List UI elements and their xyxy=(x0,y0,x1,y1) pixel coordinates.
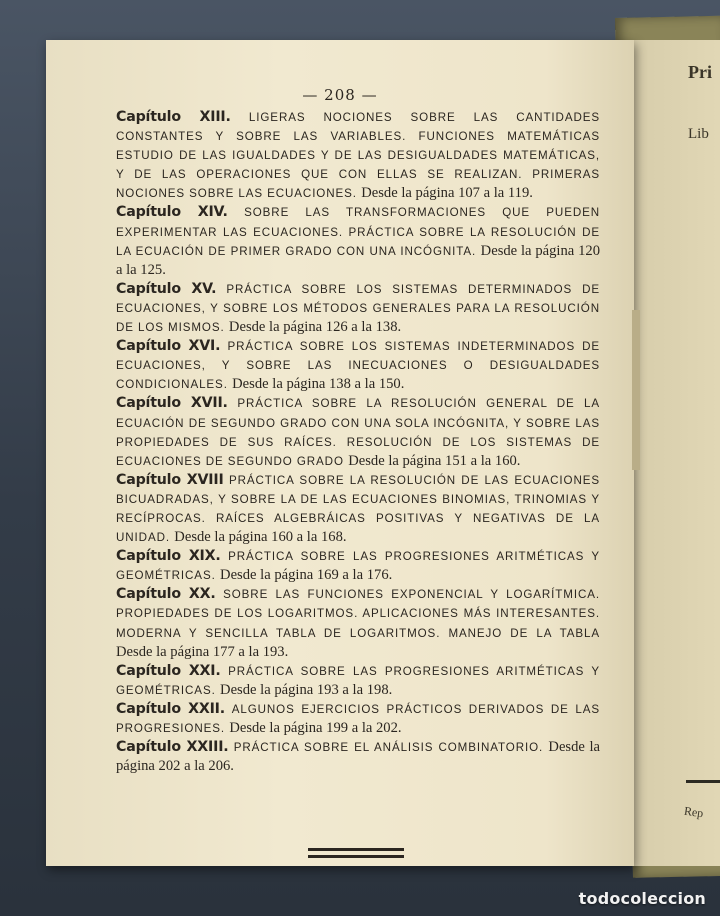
chapter-label: Capítulo XVII. xyxy=(116,395,228,412)
chapter-description: PRÁCTICA SOBRE LA RESOLUCIÓN DE LAS ECUACIONES BICUADRADAS, Y SOBRE LA DE LAS ECUACIONES BINOMIAS, TRINOMIAS Y RECÍPROCAS. RAÍCES ALGEBRÁICAS POSITIVAS Y NEGATIVAS DE LA UNIDAD. xyxy=(116,473,600,545)
chapter-description: PRÁCTICA SOBRE LA RESOLUCIÓN GENERAL DE LA ECUACIÓN DE SEGUNDO GRADO CON UNA SOLA INCÓGNITA, Y SOBRE LAS PROPIEDADES DE SUS RAÍCES. RESOLUCIÓN DE LOS SISTEMAS DE ECUACIONES DE SEGUNDO GRADO xyxy=(116,397,600,468)
chapter-description: SOBRE LAS TRANSFORMACIONES QUE PUEDEN EXPERIMENTAR LAS ECUACIONES. PRÁCTICA SOBRE LA RESOLUCIÓN DE LA ECUACIÓN DE PRIMER GRADO CON UNA INCÓGNITA. xyxy=(116,206,600,258)
chapter-label: Capítulo XXIII. xyxy=(116,739,229,756)
chapter-description: PRÁCTICA SOBRE EL ANÁLISIS COMBINATORIO. xyxy=(233,741,544,755)
back-page-rule xyxy=(686,780,720,783)
book-page xyxy=(46,40,634,866)
back-page-bottom: Rep xyxy=(683,803,705,821)
chapter-pages: Desde la página 177 a la 193. xyxy=(116,643,289,660)
chapter-label: Capítulo XX. xyxy=(116,586,216,603)
chapter-label: Capítulo XVI. xyxy=(116,338,221,355)
toc-entry xyxy=(116,337,600,394)
chapter-label: Capítulo XVIII xyxy=(116,471,224,488)
back-page-line: Lib xyxy=(688,126,709,142)
page-edge xyxy=(632,310,640,470)
watermark: todocoleccion xyxy=(578,889,706,908)
end-rule xyxy=(308,848,404,851)
chapter-description: LIGERAS NOCIONES SOBRE LAS CANTIDADES CONSTANTES Y SOBRE LAS VARIABLES. FUNCIONES MATEMÁTICAS ESTUDIO DE LAS IGUALDADES Y DE LAS DESIGUALDADES MATEMÁTICAS, Y DE LAS OPERACIONES QUE CON ELLAS SE REALIZAN. PRIMERAS NOCIONES SOBRE LAS ECUACIONES. xyxy=(116,111,600,201)
chapter-label: Capítulo XXII. xyxy=(116,700,225,717)
toc-entry xyxy=(116,547,600,585)
back-page xyxy=(626,40,720,866)
chapter-pages: Desde la página 160 a la 168. xyxy=(174,529,347,546)
toc-entry xyxy=(116,108,600,203)
chapter-pages: Desde la página 126 a la 138. xyxy=(228,319,402,336)
chapter-description: PRÁCTICA SOBRE LAS PROGRESIONES ARITMÉTICAS Y GEOMÉTRICAS. xyxy=(116,664,600,697)
toc-entry xyxy=(116,280,600,337)
back-page-heading: Pri xyxy=(688,62,712,82)
toc-entry xyxy=(116,394,600,470)
chapter-label: Capítulo XXI. xyxy=(116,662,221,679)
chapter-description: PRÁCTICA SOBRE LAS PROGRESIONES ARITMÉTICAS Y GEOMÉTRICAS. xyxy=(116,550,600,583)
toc-entry xyxy=(116,585,600,661)
chapter-pages: Desde la página 202 a la 206. xyxy=(116,739,600,775)
chapter-pages: Desde la página 107 a la 119. xyxy=(361,185,533,202)
toc-entry xyxy=(116,738,600,776)
chapter-pages: Desde la página 120 a la 125. xyxy=(116,242,600,278)
toc-entry xyxy=(116,471,600,547)
chapter-pages: Desde la página 193 a la 198. xyxy=(220,681,393,698)
chapter-pages: Desde la página 199 a la 202. xyxy=(229,720,402,736)
chapter-description: ALGUNOS EJERCICIOS PRÁCTICOS DERIVADOS DE LAS PROGRESIONES. xyxy=(116,702,601,735)
toc-entry xyxy=(116,700,600,738)
chapter-description: PRÁCTICA SOBRE LOS SISTEMAS DETERMINADOS DE ECUACIONES, Y SOBRE LOS MÉTODOS GENERALES PARA LA RESOLUCIÓN DE LOS MISMOS. xyxy=(116,282,600,335)
chapter-label: Capítulo XIX. xyxy=(116,548,221,565)
chapter-label: Capítulo XV. xyxy=(116,280,217,297)
toc-entry xyxy=(116,203,600,279)
chapter-label: Capítulo XIV. xyxy=(116,204,228,221)
table-of-contents xyxy=(116,108,600,776)
chapter-pages: Desde la página 138 a la 150. xyxy=(232,376,405,393)
chapter-pages: Desde la página 151 a la 160. xyxy=(348,452,521,469)
toc-entry xyxy=(116,662,600,700)
chapter-description: PRÁCTICA SOBRE LOS SISTEMAS INDETERMINADOS DE ECUACIONES, Y SOBRE LAS INECUACIONES O DESIGUALDADES CONDICIONALES. xyxy=(116,340,600,392)
chapter-label: Capítulo XIII. xyxy=(116,109,231,125)
chapter-description: SOBRE LAS FUNCIONES EXPONENCIAL Y LOGARÍTMICA. PROPIEDADES DE LOS LOGARITMOS. APLICACIONES MÁS INTERESANTES. MODERNA Y SENCILLA TABLA DE LOGARITMOS. MANEJO DE LA TABLA xyxy=(116,588,600,640)
chapter-pages: Desde la página 169 a la 176. xyxy=(220,567,393,584)
page-number: — 208 — xyxy=(302,86,378,104)
end-rule xyxy=(308,855,404,858)
